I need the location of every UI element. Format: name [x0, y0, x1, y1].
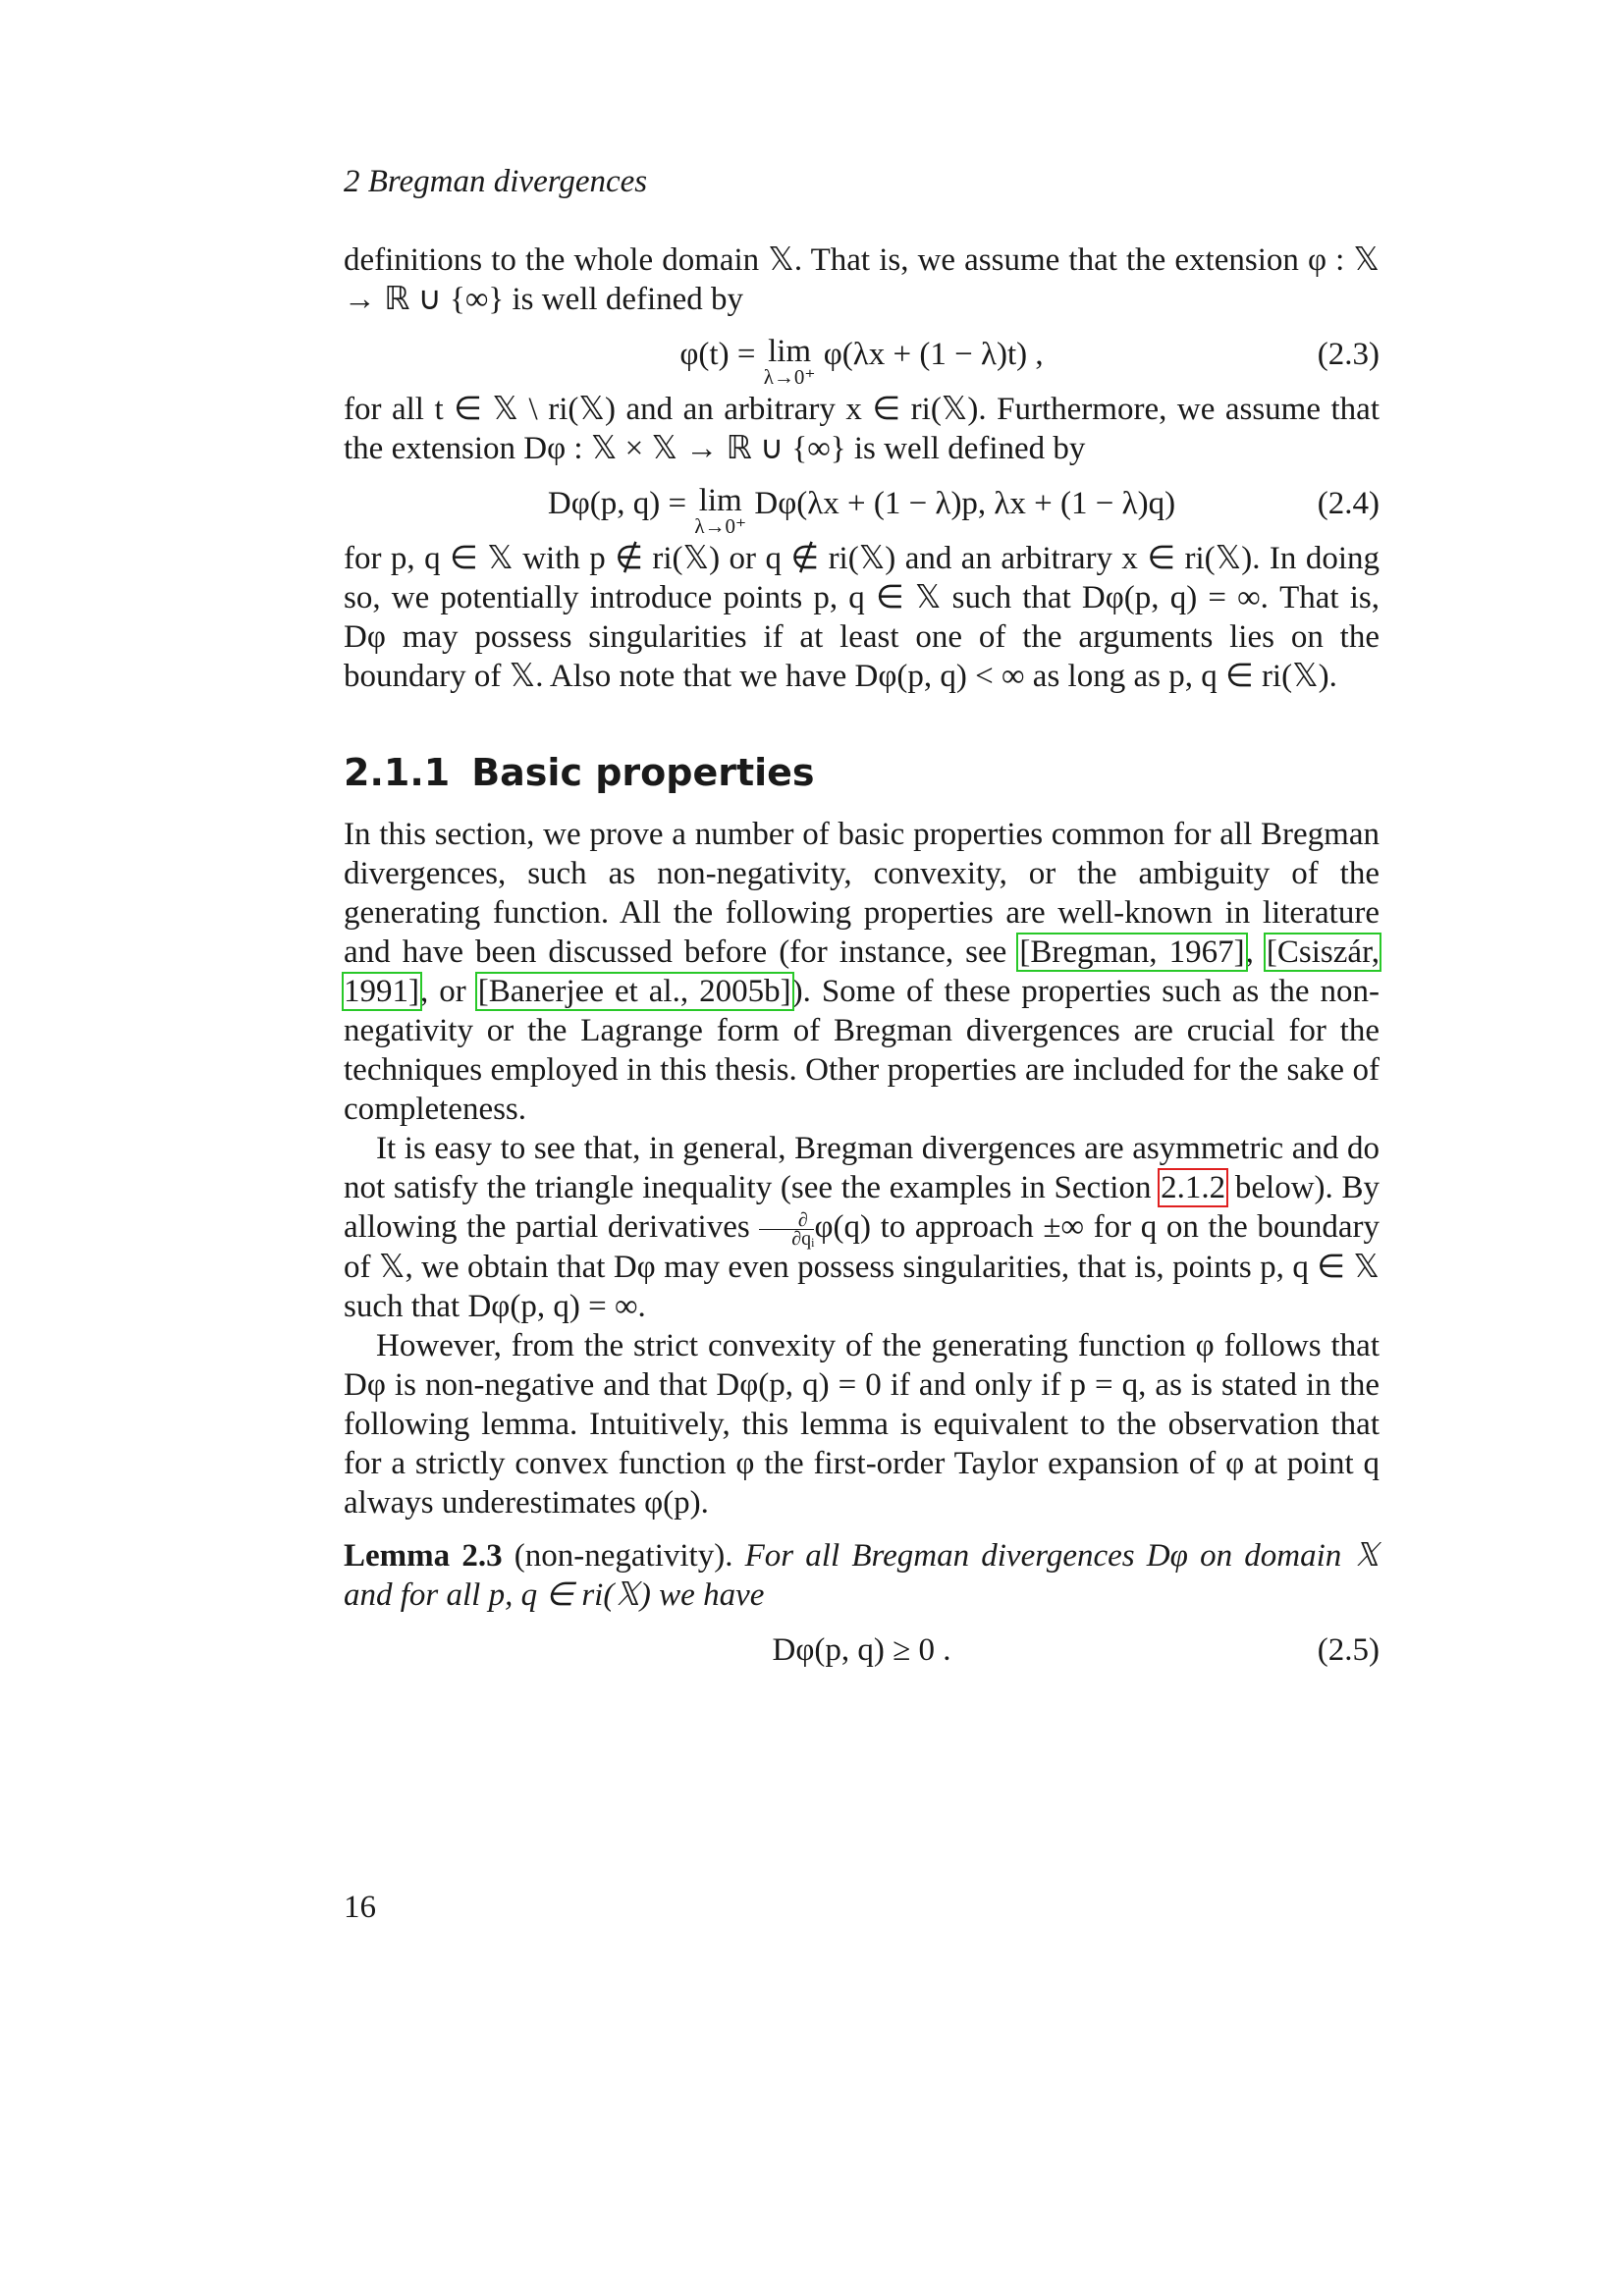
equation-2-4 [344, 474, 1380, 538]
section-title: Basic properties [471, 751, 815, 794]
equation-2-5 [344, 1621, 1380, 1680]
equation-number: (2.5) [1317, 1631, 1380, 1668]
equation-2-5-body: Dφ(p, q) ≥ 0 . [772, 1631, 951, 1668]
eq3-lhs: φ(t) = [679, 337, 764, 372]
paragraph-2: for all t ∈ 𝕏 \ ri(𝕏) and an arbitrary x ∈ ri(𝕏). Furthermore, we assume that the extension Dφ : 𝕏 × 𝕏 → ℝ ∪ {∞} is well defined by [344, 392, 1380, 466]
paragraph-3: for p, q ∈ 𝕏 with p ∉ ri(𝕏) or q ∉ ri(𝕏) and an arbitrary x ∈ ri(𝕏). In doing so, we potentially introduce points p, q ∈ 𝕏 such that Dφ(p, q) = ∞. That is, Dφ may possess singularities if at least one of the arguments lies on the boundary of 𝕏. Also note that we have Dφ(p, q) < ∞ as long as p, q ∈ ri(𝕏). [344, 541, 1380, 694]
eq3-lim-sub: λ→0⁺ [763, 365, 816, 389]
eq4-lhs: Dφ(p, q) = [547, 486, 695, 521]
lemma-2-3 [344, 1536, 1380, 1615]
eq4-rhs: Dφ(λx + (1 − λ)p, λx + (1 − λ)q) [746, 486, 1176, 521]
paragraph-5: It is easy to see that, in general, Bregman divergences are asymmetric and do not satisfy the triangle inequality (see the examples in Section 2.1.2 below). By allowing the partial derivatives $\frac{\partial}{\text{∂qᵢ}}$ φ(q) to approach ±∞ for q on the boundary of 𝕏, we obtain that Dφ may even possess singularities, that is, points p, q ∈ 𝕏 such that Dφ(p, q) = ∞. [344, 1131, 1380, 1324]
page-number: 16 [344, 1890, 376, 1925]
lemma-label: (non-negativity). [502, 1537, 733, 1574]
eq3-lim: lim λ→0⁺ [763, 334, 816, 389]
citation-link[interactable]: [Csiszár, 1991] [344, 934, 1380, 1009]
citation-link[interactable]: [Bregman, 1967] [1019, 934, 1245, 970]
paragraph-1: definitions to the whole domain 𝕏. That is, we assume that the extension φ : 𝕏 → ℝ ∪ {∞} is well defined by [344, 242, 1380, 317]
section-number: 2.1.1 [344, 751, 451, 794]
eq4-lim-sub: λ→0⁺ [694, 514, 747, 538]
eq4-lim: lim λ→0⁺ [694, 483, 747, 538]
citation-link[interactable]: [Banerjee et al., 2005b] [477, 974, 791, 1009]
equation-2-3 [344, 325, 1380, 389]
equation-number: (2.4) [1317, 486, 1380, 521]
page-body [344, 162, 1380, 1685]
running-head: 2 Bregman divergences [344, 164, 648, 199]
lemma-heading: Lemma 2.3 [344, 1537, 503, 1574]
eq3-rhs: φ(λx + (1 − λ)t) , [815, 337, 1044, 372]
equation-number: (2.3) [1317, 337, 1380, 372]
lemma-statement: For all Bregman divergences Dφ on domain 𝕏 and for all p, q ∈ ri(𝕏) we have [344, 1537, 1380, 1613]
equation-2-4-body [344, 483, 1380, 538]
section-reference-link[interactable]: 2.1.2 [1161, 1170, 1226, 1205]
paragraph-6: However, from the strict convexity of the generating function φ follows that Dφ is non-negative and that Dφ(p, q) = 0 if and only if p = q, as is stated in the following lemma. Intuitively, this lemma is equivalent to the observation that for a strictly convex function φ the first-order Taylor expansion of φ at point q always underestimates φ(p). [344, 1327, 1380, 1521]
section-heading [344, 750, 1380, 795]
paragraph-4: In this section, we prove a number of basic properties common for all Bregman divergences, such as non-negativity, convexity, or the ambiguity of the generating function. All the following properties are well-known in literature and have been discussed before (for instance, see [Bregman, 1967], [Csiszár, 1991], or [Banerjee et al., 2005b]). Some of these properties such as the non-negativity or the Lagrange form of Bregman divergences are crucial for the techniques employed in this thesis. Other properties are included for the sake of completeness. [344, 817, 1380, 1127]
partial-derivative-fraction: $\frac{\partial}{\text{∂qᵢ}}$ [759, 1211, 814, 1248]
equation-2-3-body [344, 334, 1380, 389]
